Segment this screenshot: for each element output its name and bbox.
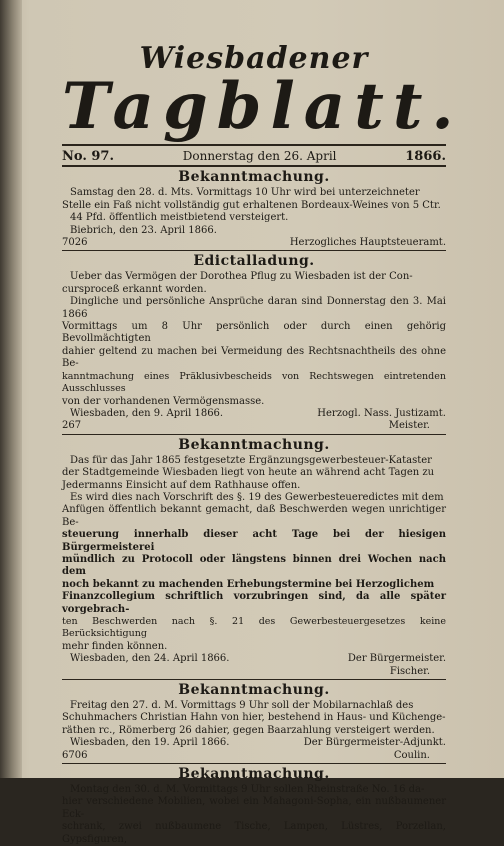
notice-line: dahier geltend zu machen bei Vermeidung des Rechtsnachtheils des ohne Be- [62,345,446,370]
notice-line-bold: steuerung innerhalb dieser acht Tage bei der hiesigen Bürgermeisterei [62,529,446,553]
notice-line: Schuhmachers Christian Hahn von hier, bestehend in Haus- und Küchenge- [62,712,446,724]
notice-place-date: Biebrich, den 23. April 1866. [70,224,217,236]
notice-footer [62,653,446,665]
masthead-title-top: Wiesbadener [139,41,369,76]
notice-footer-2 [62,420,446,432]
notice-signature: Herzogl. Nass. Justizamt. [317,407,446,419]
notice-signer: Fischer. [389,665,430,677]
notice-line: Vormittags um 8 Uhr persönlich oder durch einen gehörig Bevollmächtigten [62,321,446,345]
notice-line: Stelle ein Faß nicht vollständig gut erhaltenen Bordeaux-Weines von 5 Ctr. [62,199,441,211]
notice-line: Ueber das Vermögen der Dorothea Pflug zu Wiesbaden ist der Con- [70,271,413,283]
notice-heading: Bekanntmachung. [178,682,330,699]
notice-line: Anfügen öffentlich bekannt gemacht, daß Beschwerden wegen unrichtiger Be- [62,504,446,528]
notice-place-date: Wiesbaden, den 24. April 1866. [70,653,230,665]
notice-line: Es wird dies nach Vorschrift des §. 19 des Gewerbesteueredictes mit dem [70,491,444,503]
notice-line: Das für das Jahr 1865 festgesetzte Ergänzungsgewerbesteuer-Kataster [70,454,432,466]
notice-line: von der vorhandenen Vermögensmasse. [62,395,265,407]
notice-5 [62,766,446,846]
notice-signer: Meister. [388,420,430,432]
masthead-title-main: Tagblatt. [62,69,463,144]
notice-number: 7026 [62,237,88,249]
notice-line: Freitag den 27. d. M. Vormittags 9 Uhr soll der Mobilarnachlaß des [70,700,414,712]
notice-signature: Herzogliches Hauptsteueramt. [289,237,446,249]
notice-signer: Coulin. [393,749,430,761]
notice-heading: Bekanntmachung. [178,436,330,453]
notice-line-bold: Finanzcollegium schriftlich vorzubringen sind, da alle später vorgebrach- [62,591,446,615]
notice-line-bold: noch bekannt zu machenden Erhebungstermine bei Herzoglichem [62,578,435,590]
notice-line: 44 Pfd. öffentlich meistbietend versteigert. [70,212,289,224]
notice-line: schrank, zwei nußbaumene Tische, Lampen, Lüstres, Porzellan, Gypsfiguren, [62,821,446,845]
notice-number: 6706 [62,749,88,761]
notice-place-date: Wiesbaden, den 19. April 1866. [70,737,230,749]
notice-line: mehr finden können. [62,640,168,652]
notice-line: der Stadtgemeinde Wiesbaden liegt von heute an während acht Tagen zu [62,467,435,479]
issue-date: Donnerstag den 26. April [182,149,337,163]
notice-line: cursproceß erkannt worden. [62,283,207,295]
notice-heading: Bekanntmachung. [178,766,330,783]
notice-2 [62,253,446,434]
dateline [62,144,446,167]
notice-number: 267 [62,420,82,432]
notice-footer [62,237,446,249]
notice-line: Dingliche und persönliche Ansprüche daran sind Donnerstag den 3. Mai 1866 [62,296,446,320]
issue-year: 1866. [405,149,446,164]
issue-number: No. 97. [62,149,114,164]
notice-footer [62,408,446,420]
notice-heading: Edictalladung. [193,253,315,270]
newspaper-page [62,38,463,845]
notice-line: räthen rc., Römerberg 26 dahier, gegen Baarzahlung versteigert werden. [62,724,435,736]
notice-line: ten Beschwerden nach §. 21 des Gewerbesteuergesetzes keine Berücksichtigung [62,616,446,640]
notice-4 [62,682,446,764]
notice-footer-2 [62,750,446,762]
notice-1 [62,169,446,251]
notice-heading: Bekanntmachung. [178,169,330,186]
notice-signature: Der Bürgermeister-Adjunkt. [303,737,446,749]
notice-line: hier verschiedene Mobilien, wobei ein Mahagoni-Sopha, ein nußbaumener Eck- [62,796,446,820]
notice-line: Samstag den 28. d. Mts. Vormittags 10 Uhr wird bei unterzeichneter [70,187,420,199]
notice-line: kanntmachung eines Präklusivbescheids von Rechtswegen eintretenden Ausschlusses [62,370,446,395]
book-binding [0,0,22,778]
notice-signature: Der Bürgermeister. [347,653,446,665]
notice-place-date: Wiesbaden, den 9. April 1866. [70,407,224,419]
notice-footer [62,737,446,749]
notice-line-bold: mündlich zu Protocoll oder längstens binnen drei Wochen nach dem [62,553,446,578]
notice-line: Jedermanns Einsicht auf dem Rathhause offen. [62,479,301,491]
notice-line: Montag den 30. d. M. Vormittags 9 Uhr sollen Rheinstraße No. 16 da- [70,784,425,796]
notice-3 [62,437,446,680]
